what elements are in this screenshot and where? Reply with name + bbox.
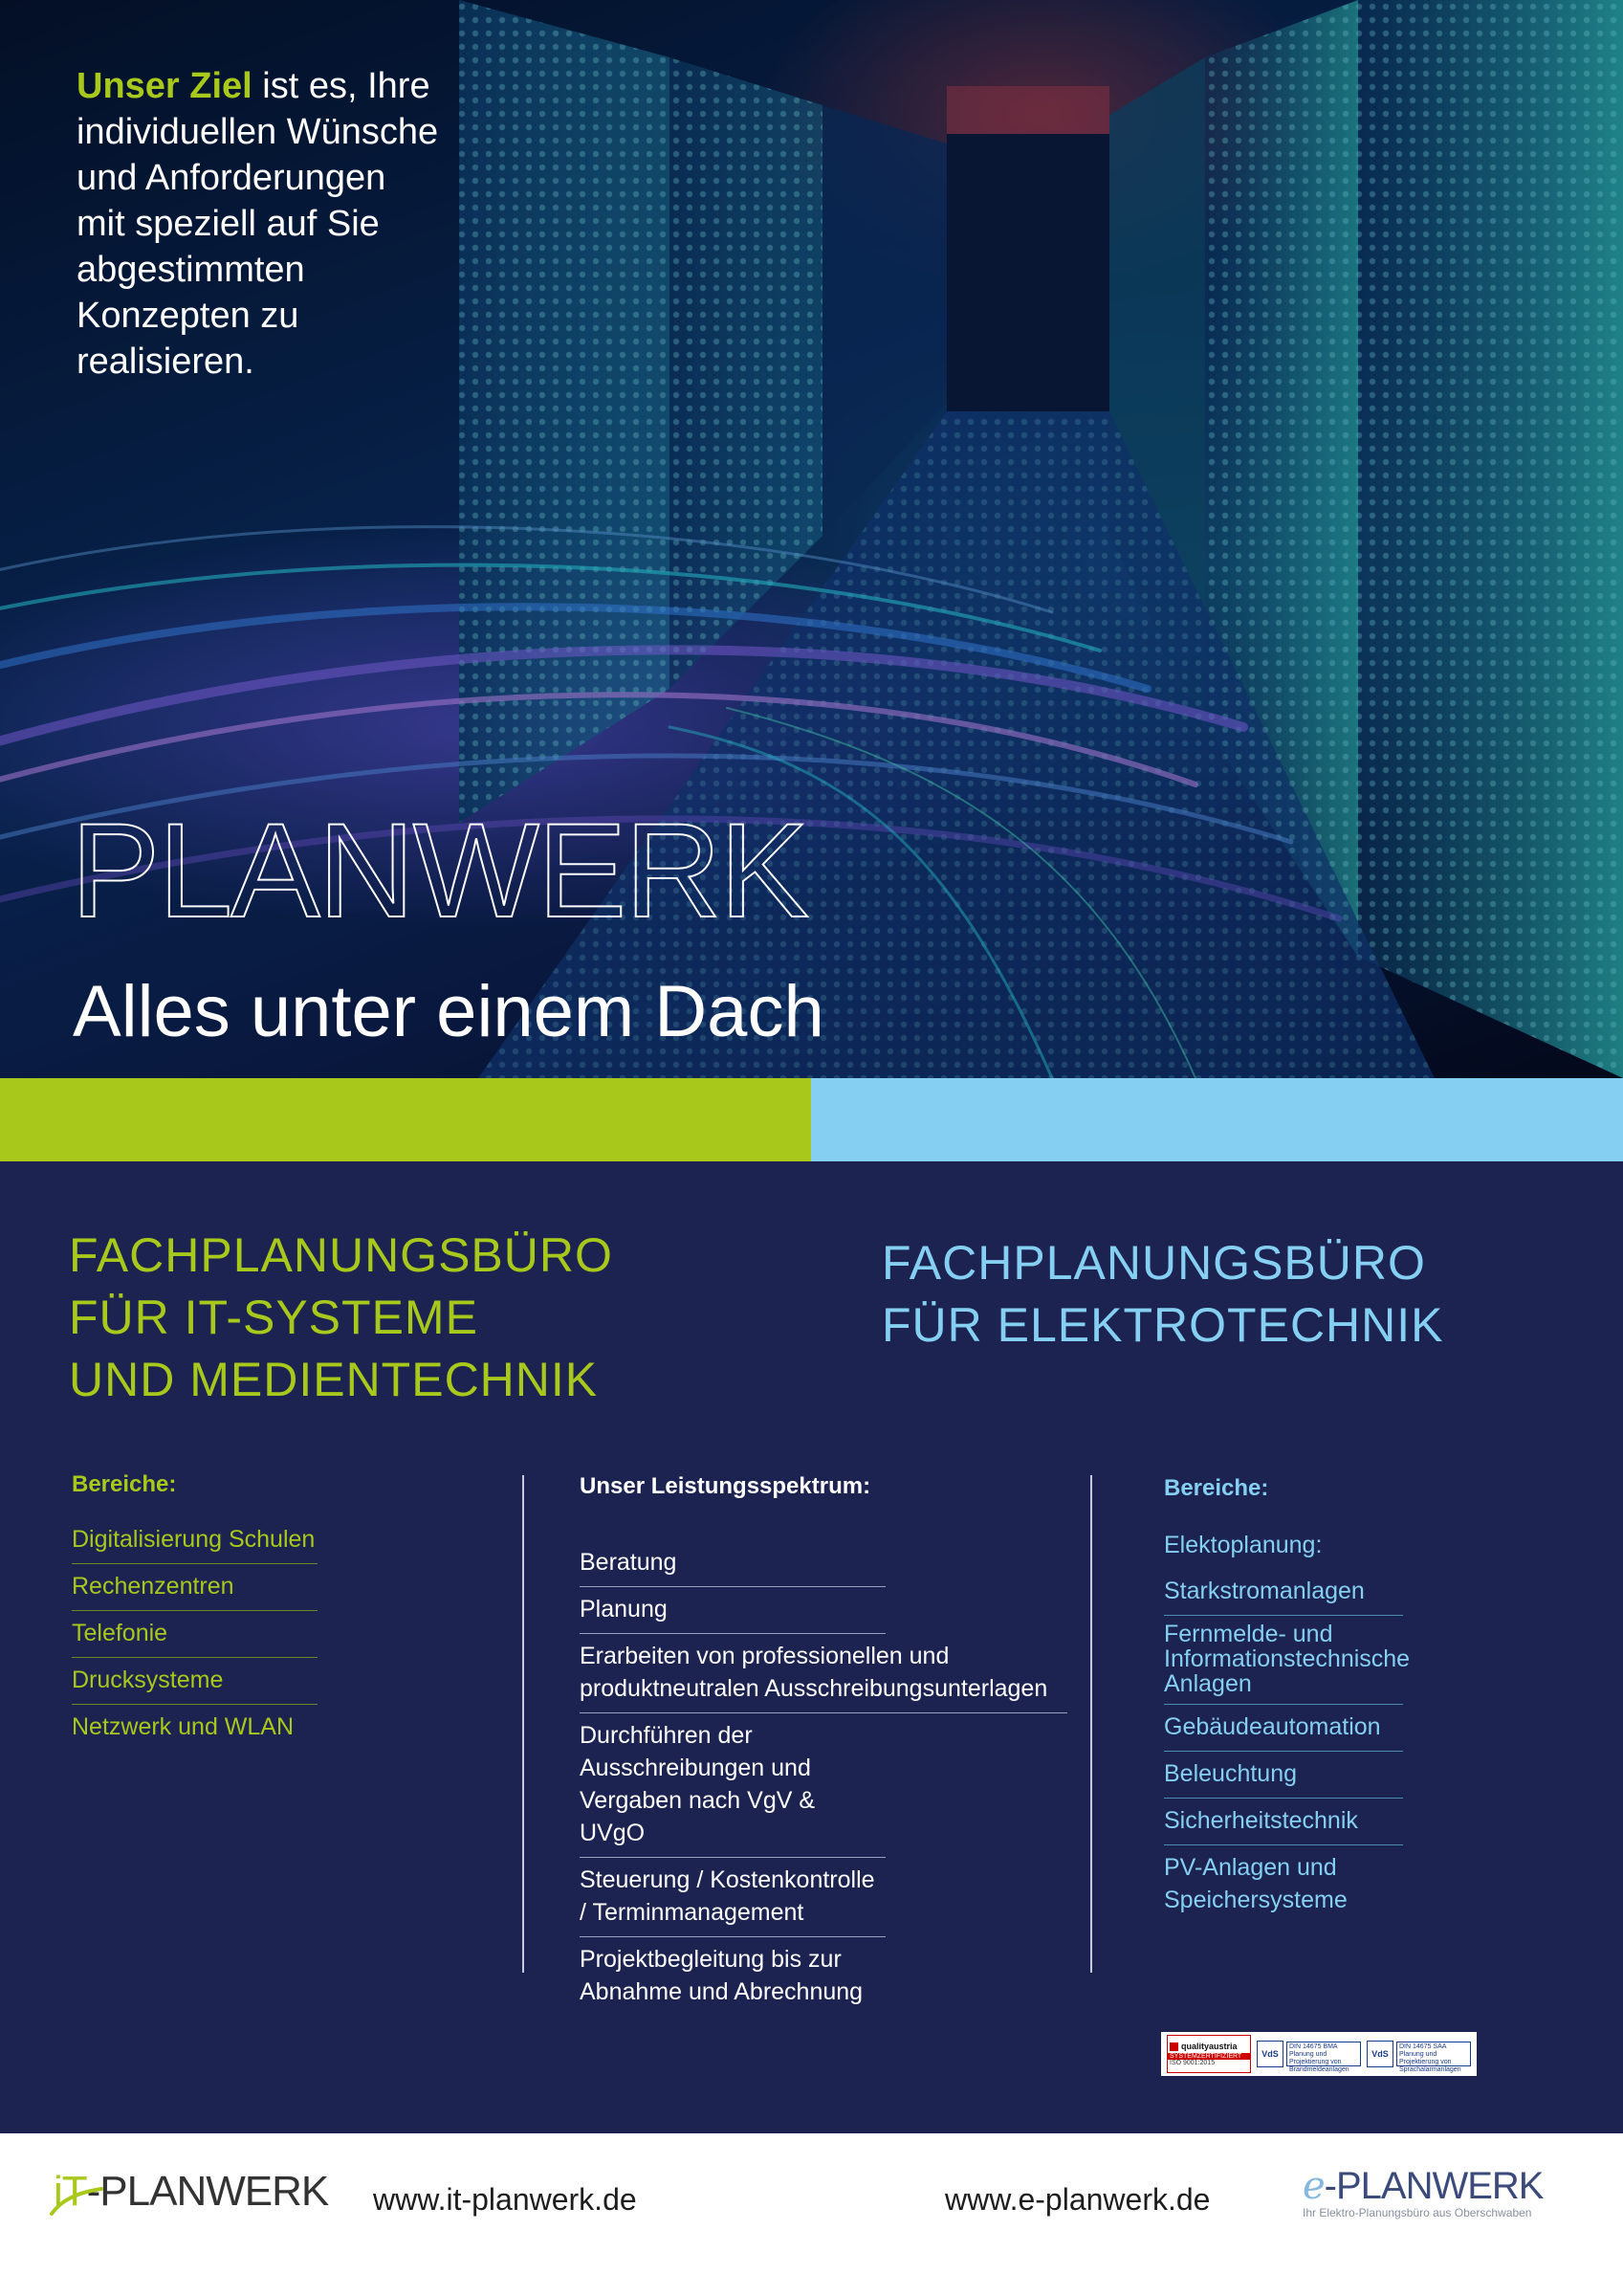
list-item: Projektbegleitung bis zur Abnahme und Abrechnung xyxy=(580,1946,864,2005)
qa-name: qualityaustria xyxy=(1168,2042,1250,2051)
vds-logo: VdS xyxy=(1257,2041,1283,2067)
column-divider xyxy=(522,1475,524,1973)
list-item: Durchführen der Ausschreibungen und Vergaben nach VgV & UVgO xyxy=(580,1713,886,1858)
it-heading-line: UND MEDIENTECHNIK xyxy=(69,1353,599,1406)
list-item: Steuerung / Kostenkontrolle / Terminmanagement xyxy=(580,1858,886,1937)
vds-text: DIN 14675 SAA Planung und Projektierung von Sprachalarmanlagen xyxy=(1396,2042,1471,2066)
qa-norm: ISO 9001:2015 xyxy=(1170,2060,1216,2066)
it-areas-title: Bereiche: xyxy=(72,1471,177,1497)
hero-image xyxy=(0,0,1623,1078)
e-heading-line: FÜR ELEKTROTECHNIK xyxy=(882,1298,1444,1352)
list-item: Rechenzentren xyxy=(72,1564,318,1611)
swoosh-icon xyxy=(48,2172,105,2219)
column-divider xyxy=(1090,1475,1092,1973)
e-logo-prefix: e xyxy=(1303,2164,1325,2208)
list-item: Netzwerk und WLAN xyxy=(72,1713,295,1740)
list-item: PV-Anlagen und Speichersysteme xyxy=(1164,1854,1348,1913)
services-list xyxy=(580,1540,1067,2016)
quality-austria-badge xyxy=(1167,2035,1251,2073)
green-stripe xyxy=(0,1078,811,1161)
list-item: Gebäudeautomation xyxy=(1164,1705,1403,1752)
e-areas-title: Bereiche: xyxy=(1164,1475,1269,1501)
e-url-link[interactable]: www.e-planwerk.de xyxy=(945,2182,1211,2217)
it-logo-prefix: iT xyxy=(54,2168,87,2215)
list-item: Telefonie xyxy=(72,1611,318,1658)
blue-stripe xyxy=(811,1078,1623,1161)
services-title: Unser Leistungsspektrum: xyxy=(580,1473,871,1499)
vds-badge-saa xyxy=(1367,2041,1471,2073)
goal-text: ist es, Ihre individuellen Wünsche und Anforderungen mit speziell auf Sie abgestimmten Konzepten zu realisieren. xyxy=(77,66,439,382)
qa-bar: SYSTEMZERTIFIZIERT xyxy=(1168,2053,1250,2060)
e-planwerk-logo xyxy=(1303,2164,1543,2219)
it-heading-line: FACHPLANUNGSBÜRO xyxy=(69,1228,613,1282)
list-item: Drucksysteme xyxy=(72,1658,318,1705)
list-item: Fernmelde- und Informationstechnische Anlagen xyxy=(1164,1616,1403,1705)
e-logo-name: -PLANWERK xyxy=(1324,2165,1544,2207)
list-item: Digitalisierung Schulen xyxy=(72,1517,318,1564)
it-heading-line: FÜR IT-SYSTEME xyxy=(69,1291,478,1344)
vds-logo: VdS xyxy=(1367,2041,1393,2067)
list-item: Starkstromanlagen xyxy=(1164,1569,1403,1616)
list-item: Beratung xyxy=(580,1540,886,1587)
list-item: Beleuchtung xyxy=(1164,1752,1403,1799)
it-areas-list xyxy=(72,1517,318,1751)
it-heading xyxy=(69,1225,613,1411)
it-logo-name: -PLANWERK xyxy=(86,2168,329,2215)
e-areas-list xyxy=(1164,1523,1411,1924)
slogan: Alles unter einem Dach xyxy=(73,971,824,1052)
e-heading xyxy=(882,1232,1444,1357)
certificate-badges xyxy=(1161,2032,1477,2076)
e-logo-subtitle: Ihr Elektro-Planungsbüro aus Oberschwaben xyxy=(1303,2206,1532,2219)
list-item: Erarbeiten von professionellen und produktneutralen Ausschreibungsunterlagen xyxy=(580,1634,1067,1713)
it-url-link[interactable]: www.it-planwerk.de xyxy=(373,2182,637,2217)
goal-highlight: Unser Ziel xyxy=(77,66,252,106)
e-heading-line: FACHPLANUNGSBÜRO xyxy=(882,1236,1426,1290)
brand-title: PLANWERK xyxy=(71,795,807,945)
list-item: Planung xyxy=(580,1587,886,1634)
list-item: Elektoplanung: xyxy=(1164,1532,1323,1558)
vds-text: DIN 14675 BMA Planung und Projektierung von Brandmeldeanlagen xyxy=(1286,2042,1361,2066)
list-item: Sicherheitstechnik xyxy=(1164,1799,1403,1845)
vds-badge-bma xyxy=(1257,2041,1361,2073)
it-planwerk-logo xyxy=(54,2168,328,2216)
goal-statement xyxy=(77,63,440,385)
